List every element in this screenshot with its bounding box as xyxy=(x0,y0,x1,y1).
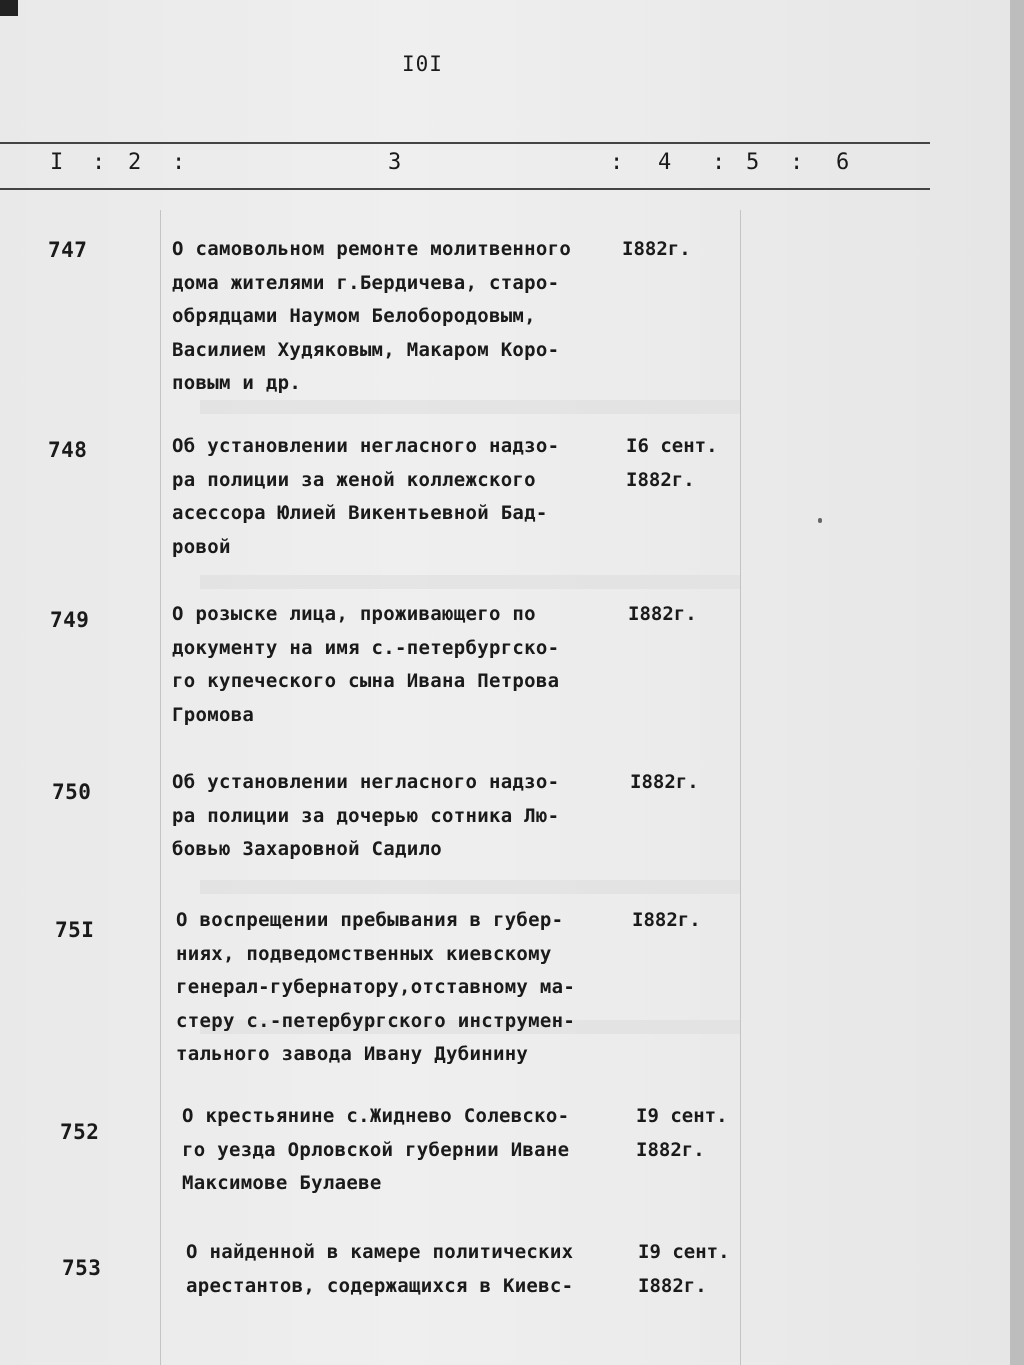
paper-speck xyxy=(818,518,822,523)
entry-number: 753 xyxy=(62,1256,102,1280)
column-rule xyxy=(160,210,161,1365)
entry-date: I882г. xyxy=(628,603,697,625)
entry-number: 750 xyxy=(52,780,92,804)
header-sep-4: : xyxy=(712,150,726,175)
entry-date: I882г. xyxy=(630,771,699,793)
header-col-4: 4 xyxy=(658,150,672,175)
header-sep-1: : xyxy=(92,150,106,175)
entry-description: О найденной в камере политических арестантов, содержащихся в Киевс- xyxy=(186,1241,574,1297)
bleed-through-mark xyxy=(200,400,740,414)
entry-date: I6 сент. I882г. xyxy=(626,435,718,491)
bleed-through-mark xyxy=(200,880,740,894)
entry-number: 748 xyxy=(48,438,88,462)
header-col-5: 5 xyxy=(746,150,760,175)
header-col-2: 2 xyxy=(128,150,142,175)
entry-description: О розыске лица, проживающего по документу на имя с.-петербургско- го купеческого сына Ивана Петрова Громова xyxy=(172,603,560,726)
corner-mark xyxy=(0,0,18,16)
header-sep-2: : xyxy=(172,150,186,175)
entry-description: О крестьянине с.Жиднево Солевско- го уезда Орловской губернии Иване Максимове Булаеве xyxy=(182,1105,570,1194)
header-col-1: I xyxy=(50,150,64,175)
header-sep-3: : xyxy=(610,150,624,175)
entry-number: 749 xyxy=(50,608,90,632)
entry-description: О самовольном ремонте молитвенного дома жителями г.Бердичева, старо- обрядцами Наумом Белобородовым, Василием Худяковым, Макаром Коро- повым и др. xyxy=(172,238,572,394)
header-col-3: 3 xyxy=(388,150,402,175)
page-number: I0I xyxy=(402,52,443,76)
bleed-through-mark xyxy=(200,575,740,589)
entry-description: Об установлении негласного надзо- ра полиции за женой коллежского асессора Юлией Викентьевной Бад- ровой xyxy=(172,435,560,558)
header-col-6: 6 xyxy=(836,150,850,175)
entry-number: 75I xyxy=(55,918,95,942)
entry-date: I9 сент. I882г. xyxy=(638,1241,730,1297)
entry-description: О воспрещении пребывания в губер- ниях, подведомственных киевскому генерал-губернатору,отставному ма- стеру с.-петербургского инструмен- тального завода Ивану Дубинину xyxy=(176,909,576,1065)
entry-date: I9 сент. I882г. xyxy=(636,1105,728,1161)
column-rule xyxy=(740,210,741,1365)
entry-description: Об установлении негласного надзо- ра полиции за дочерью сотника Лю- бовью Захаровной Садило xyxy=(172,771,560,860)
entry-date: I882г. xyxy=(632,909,701,931)
entry-number: 752 xyxy=(60,1120,100,1144)
entry-number: 747 xyxy=(48,238,88,262)
page-edge xyxy=(1010,0,1024,1365)
header-sep-5: : xyxy=(790,150,804,175)
entry-date: I882г. xyxy=(622,238,691,260)
